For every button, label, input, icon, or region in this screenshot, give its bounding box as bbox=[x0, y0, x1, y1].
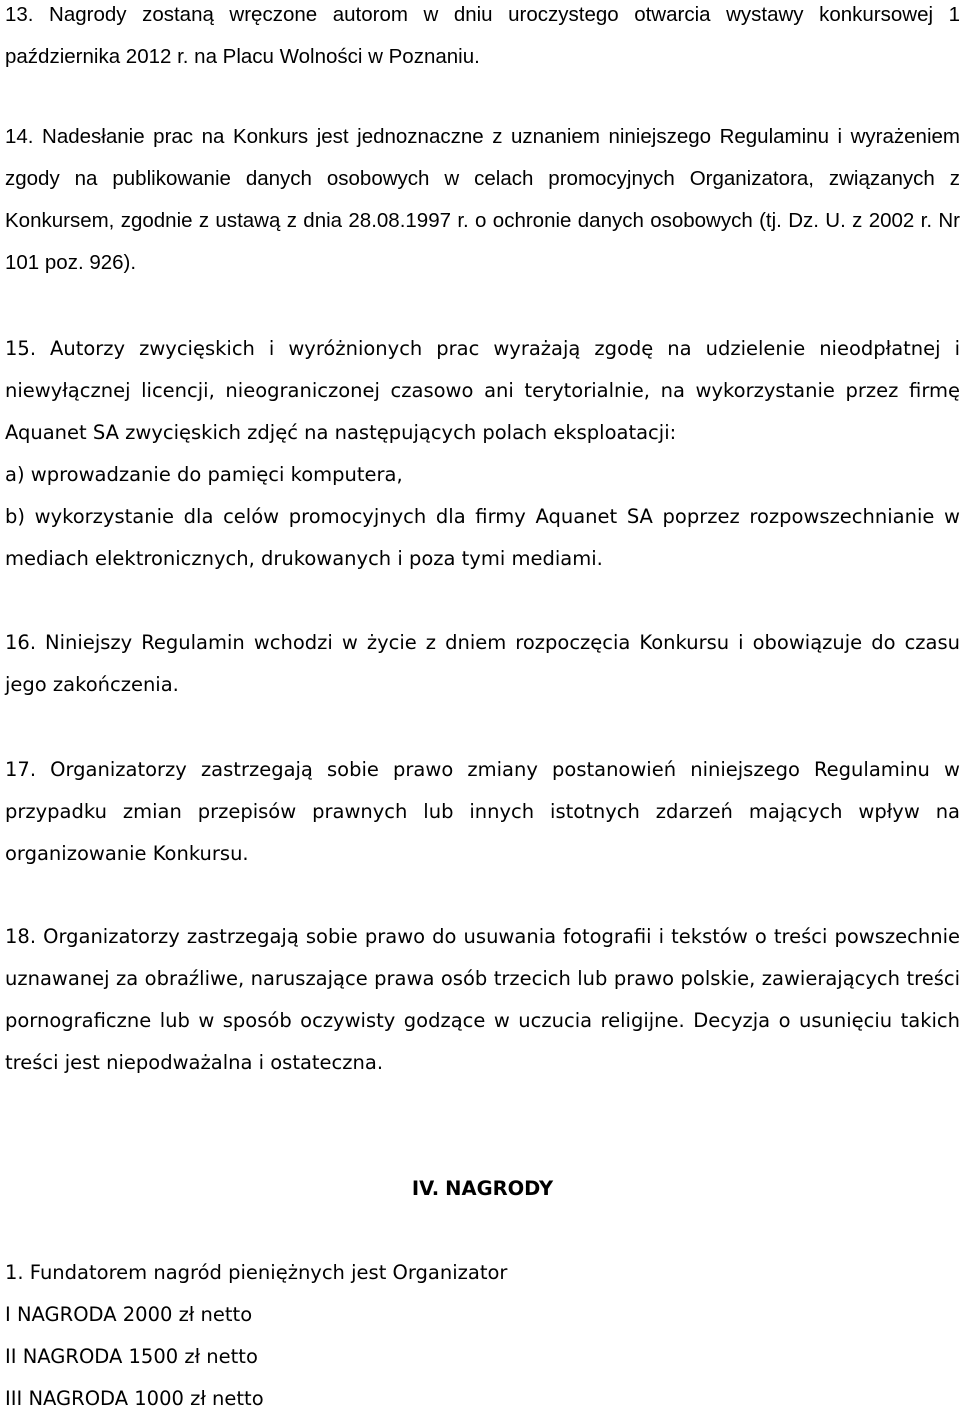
prizes-block bbox=[5, 1252, 960, 1420]
paragraph-15: 15. Autorzy zwycięskich i wyróżnionych prac wyrażają zgodę na udzielenie nieodpłatnej i niewyłącznej licencji, nieograniczonej czasowo ani terytorialnie, na wykorzystanie przez firmę Aquanet SA zwycięskich zdjęć na następujących polach eksploatacji: bbox=[5, 337, 960, 444]
paragraph-17: 17. Organizatorzy zastrzegają sobie prawo zmiany postanowień niniejszego Regulaminu w przypadku zmian przepisów prawnych lub innych istotnych zdarzeń mających wpływ na organizowanie Konkursu. bbox=[5, 758, 960, 865]
prize-first: I NAGRODA 2000 zł netto bbox=[5, 1303, 253, 1326]
prize-second: II NAGRODA 1500 zł netto bbox=[5, 1345, 258, 1368]
paragraph-18: 18. Organizatorzy zastrzegają sobie prawo do usuwania fotografii i tekstów o treści powszechnie uznawanej za obraźliwe, naruszające prawa osób trzecich lub prawo polskie, zawierających treści pornograficzne lub w sposób oczywisty godzące w uczucia religijne. Decyzja o usunięciu takich treści jest niepodważalna i ostateczna. bbox=[5, 925, 960, 1074]
paragraph-15-block bbox=[5, 328, 960, 580]
section-number: IV. bbox=[411, 1177, 440, 1200]
paragraph-13: 13. Nagrody zostaną wręczone autorom w dniu uroczystego otwarcia wystawy konkursowej 1 października 2012 r. na Placu Wolności w Poznaniu. bbox=[5, 3, 960, 68]
paragraph-18-block bbox=[5, 916, 960, 1084]
prizes-intro: 1. Fundatorem nagród pieniężnych jest Organizator bbox=[5, 1261, 508, 1284]
paragraph-13-block bbox=[5, 0, 960, 78]
paragraph-14: 14. Nadesłanie prac na Konkurs jest jednoznaczne z uznaniem niniejszego Regulaminu i wyrażeniem zgody na publikowanie danych osobowych w celach promocyjnych Organizatora, związanych z Konkursem, zgodnie z ustawą z dnia 28.08.1997 r. o ochronie danych osobowych (tj. Dz. U. z 2002 r. Nr 101 poz. 926). bbox=[5, 125, 960, 274]
paragraph-17-block bbox=[5, 749, 960, 875]
paragraph-14-block bbox=[5, 116, 960, 284]
paragraph-16: 16. Niniejszy Regulamin wchodzi w życie z dniem rozpoczęcia Konkursu i obowiązuje do czasu jego zakończenia. bbox=[5, 631, 960, 696]
section-heading bbox=[5, 1168, 960, 1210]
paragraph-15-item-a: a) wprowadzanie do pamięci komputera, bbox=[5, 463, 403, 486]
paragraph-15-item-b: b) wykorzystanie dla celów promocyjnych dla firmy Aquanet SA poprzez rozpowszechnianie w mediach elektronicznych, drukowanych i poza tymi mediami. bbox=[5, 505, 960, 570]
section-title: NAGRODY bbox=[445, 1177, 554, 1200]
paragraph-16-block bbox=[5, 622, 960, 706]
prize-third: III NAGRODA 1000 zł netto bbox=[5, 1387, 264, 1410]
